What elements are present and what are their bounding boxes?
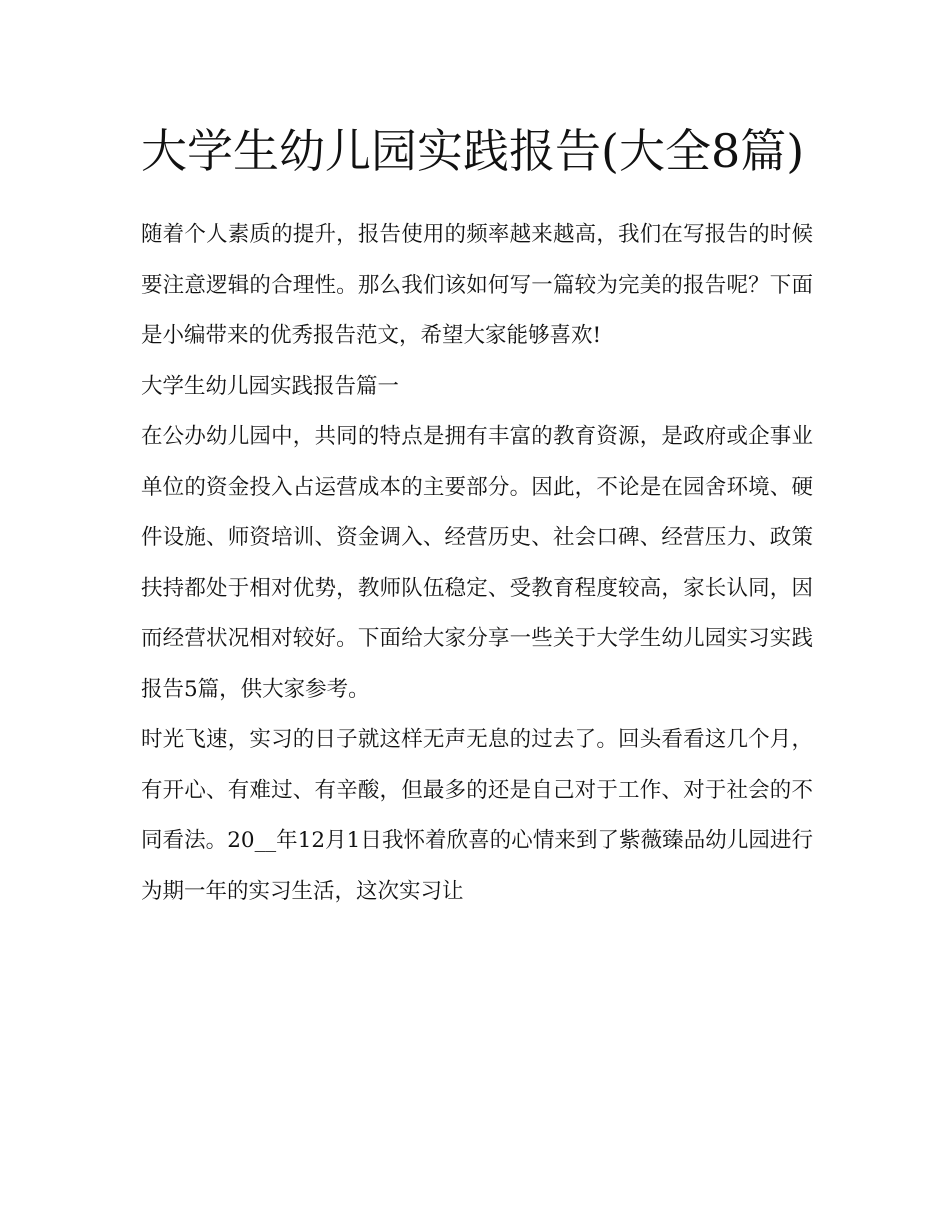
- body-paragraph-2: 时光飞速，实习的日子就这样无声无息的过去了。回头看看这几个月，有开心、有难过、有辛酸，但最多的还是自己对于工作、对于社会的不同看法。20__年12月1日我怀着欣喜的心情来到了紫薇臻品幼儿园进行为期一年的实习生活，这次实习让: [141, 727, 813, 904]
- document-title: 大学生幼儿园实践报告(大全8篇): [141, 124, 805, 178]
- body-paragraph-1: 在公办幼儿园中，共同的特点是拥有丰富的教育资源，是政府或企事业单位的资金投入占运营成本的主要部分。因此，不论是在园舍环境、硬件设施、师资培训、资金调入、经营历史、社会口碑、经营压力、政策扶持都处于相对优势，教师队伍稳定、受教育程度较高，家长认同，因而经营状况相对较好。下面给大家分享一些关于大学生幼儿园实习实践报告5篇，供大家参考。: [141, 424, 813, 702]
- document-body: [141, 112, 813, 917]
- section-heading: 大学生幼儿园实践报告篇一: [141, 373, 400, 399]
- intro-paragraph: 随着个人素质的提升，报告使用的频率越来越高，我们在写报告的时候要注意逻辑的合理性。那么我们该如何写一篇较为完美的报告呢？下面是小编带来的优秀报告范文，希望大家能够喜欢!: [141, 222, 813, 348]
